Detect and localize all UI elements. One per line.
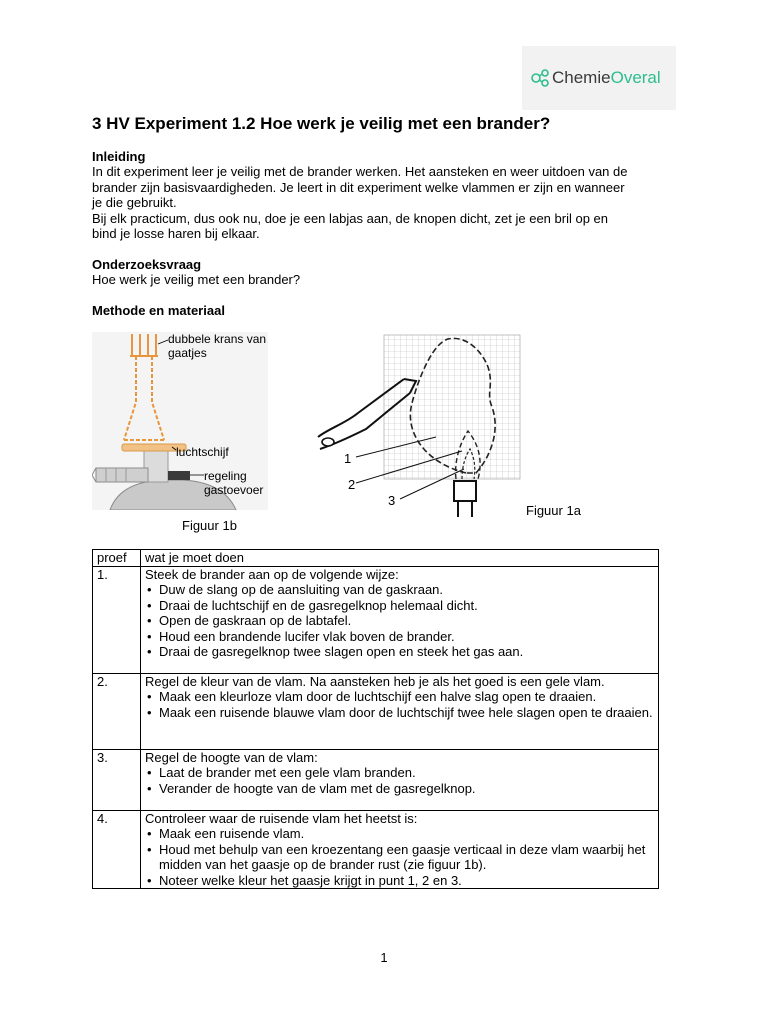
label-double-ring-line2: gaatjes [168,346,207,360]
step-item: • Maak een ruisende blauwe vlam door de luchtschijf twee hele slagen open te draaien. [145,705,654,721]
point-1-label: 1 [344,451,352,466]
step-item: • Draai de luchtschijf en de gasregelknop helemaal dicht. [145,598,654,614]
intro-heading: Inleiding [92,149,146,164]
procedure-table [92,549,659,889]
row-intro: Regel de kleur van de vlam. Na aansteken heb je als het goed is een gele vlam. [145,673,605,689]
step-item: • Verander de hoogte van de vlam met de gasregelknop. [145,781,654,797]
step-item: • Laat de brander met een gele vlam branden. [145,765,654,781]
intro-line: brander zijn basisvaardigheden. Je leert in dit experiment welke vlammen er zijn en wanneer [92,179,625,195]
intro-line: Bij elk practicum, dus ook nu, doe je een labjas aan, de knopen dicht, zet je een bril op en [92,210,608,226]
step-item: • Maak een kleurloze vlam door de luchtschijf een halve slag open te draaien. [145,689,654,705]
figure-1a-caption: Figuur 1a [526,503,581,518]
question-text: Hoe werk je veilig met een brander? [92,272,301,287]
row-content [141,566,659,673]
header-proef: proef [93,550,141,567]
step-item: • Noteer welke kleur het gaasje krijgt in punt 1, 2 en 3. [145,873,654,889]
logo-text-part1: Chemie [552,68,611,87]
method-heading: Methode en materiaal [92,303,225,318]
row-content [141,810,659,889]
row-number: 1. [93,566,141,673]
row-intro: Regel de hoogte van de vlam: [145,749,318,765]
label-air-disk: luchtschijf [176,445,229,459]
page-title: 3 HV Experiment 1.2 Hoe werk je veilig met een brander? [92,114,551,133]
row-number: 2. [93,673,141,749]
label-double-ring [168,332,266,360]
label-gas-regulation [204,469,263,497]
row-content [141,749,659,810]
step-item: • Draai de gasregelknop twee slagen open en steek het gas aan. [145,644,654,660]
table-row [93,810,659,889]
step-item: • Houd een brandende lucifer vlak boven de brander. [145,629,654,645]
table-row [93,749,659,810]
point-2-label: 2 [348,477,356,492]
step-list [145,689,654,720]
row-intro: Controleer waar de ruisende vlam het heetst is: [145,810,418,826]
step-item: • Duw de slang op de aansluiting van de gaskraan. [145,582,654,598]
step-list [145,826,654,888]
row-number: 3. [93,749,141,810]
row-number: 4. [93,810,141,889]
logo-molecule-icon [530,68,552,88]
logo-text-part2: Overal [610,68,661,87]
step-list [145,582,654,660]
label-gas-regulation-line1: regeling [204,469,247,483]
row-content [141,673,659,749]
step-list [145,765,654,796]
label-gas-regulation-line2: gastoevoer [204,483,264,497]
figure-1b-caption: Figuur 1b [182,518,237,533]
point-3-label: 3 [388,493,396,508]
step-item: • Maak een ruisende vlam. [145,826,654,842]
figure-1b [92,332,268,510]
intro-line: In dit experiment leer je veilig met de brander werken. Het aansteken en weer uitdoen van de [92,164,628,179]
question-heading: Onderzoeksvraag [92,257,202,272]
intro-line: je die gebruikt. [92,195,177,210]
intro-line: bind je losse haren bij elkaar. [92,226,260,241]
table-row [93,673,659,749]
gauze-flame-illustration [316,333,522,517]
page-number: 1 [380,950,388,965]
table-header-row [93,550,659,567]
label-double-ring-line1: dubbele krans van [168,332,267,346]
intro-paragraph [92,164,627,242]
step-item: • Open de gaskraan op de labtafel. [145,613,654,629]
logo-text [552,68,661,88]
step-item: • Houd met behulp van een kroezentang een gaasje verticaal in deze vlam waarbij het midden van het gaasje op de brander rust (zie figuur 1b). [145,842,654,873]
table-row [93,566,659,673]
header-task: wat je moet doen [141,550,659,567]
row-intro: Steek de brander aan op de volgende wijze: [145,566,399,582]
figure-1a [316,333,522,517]
